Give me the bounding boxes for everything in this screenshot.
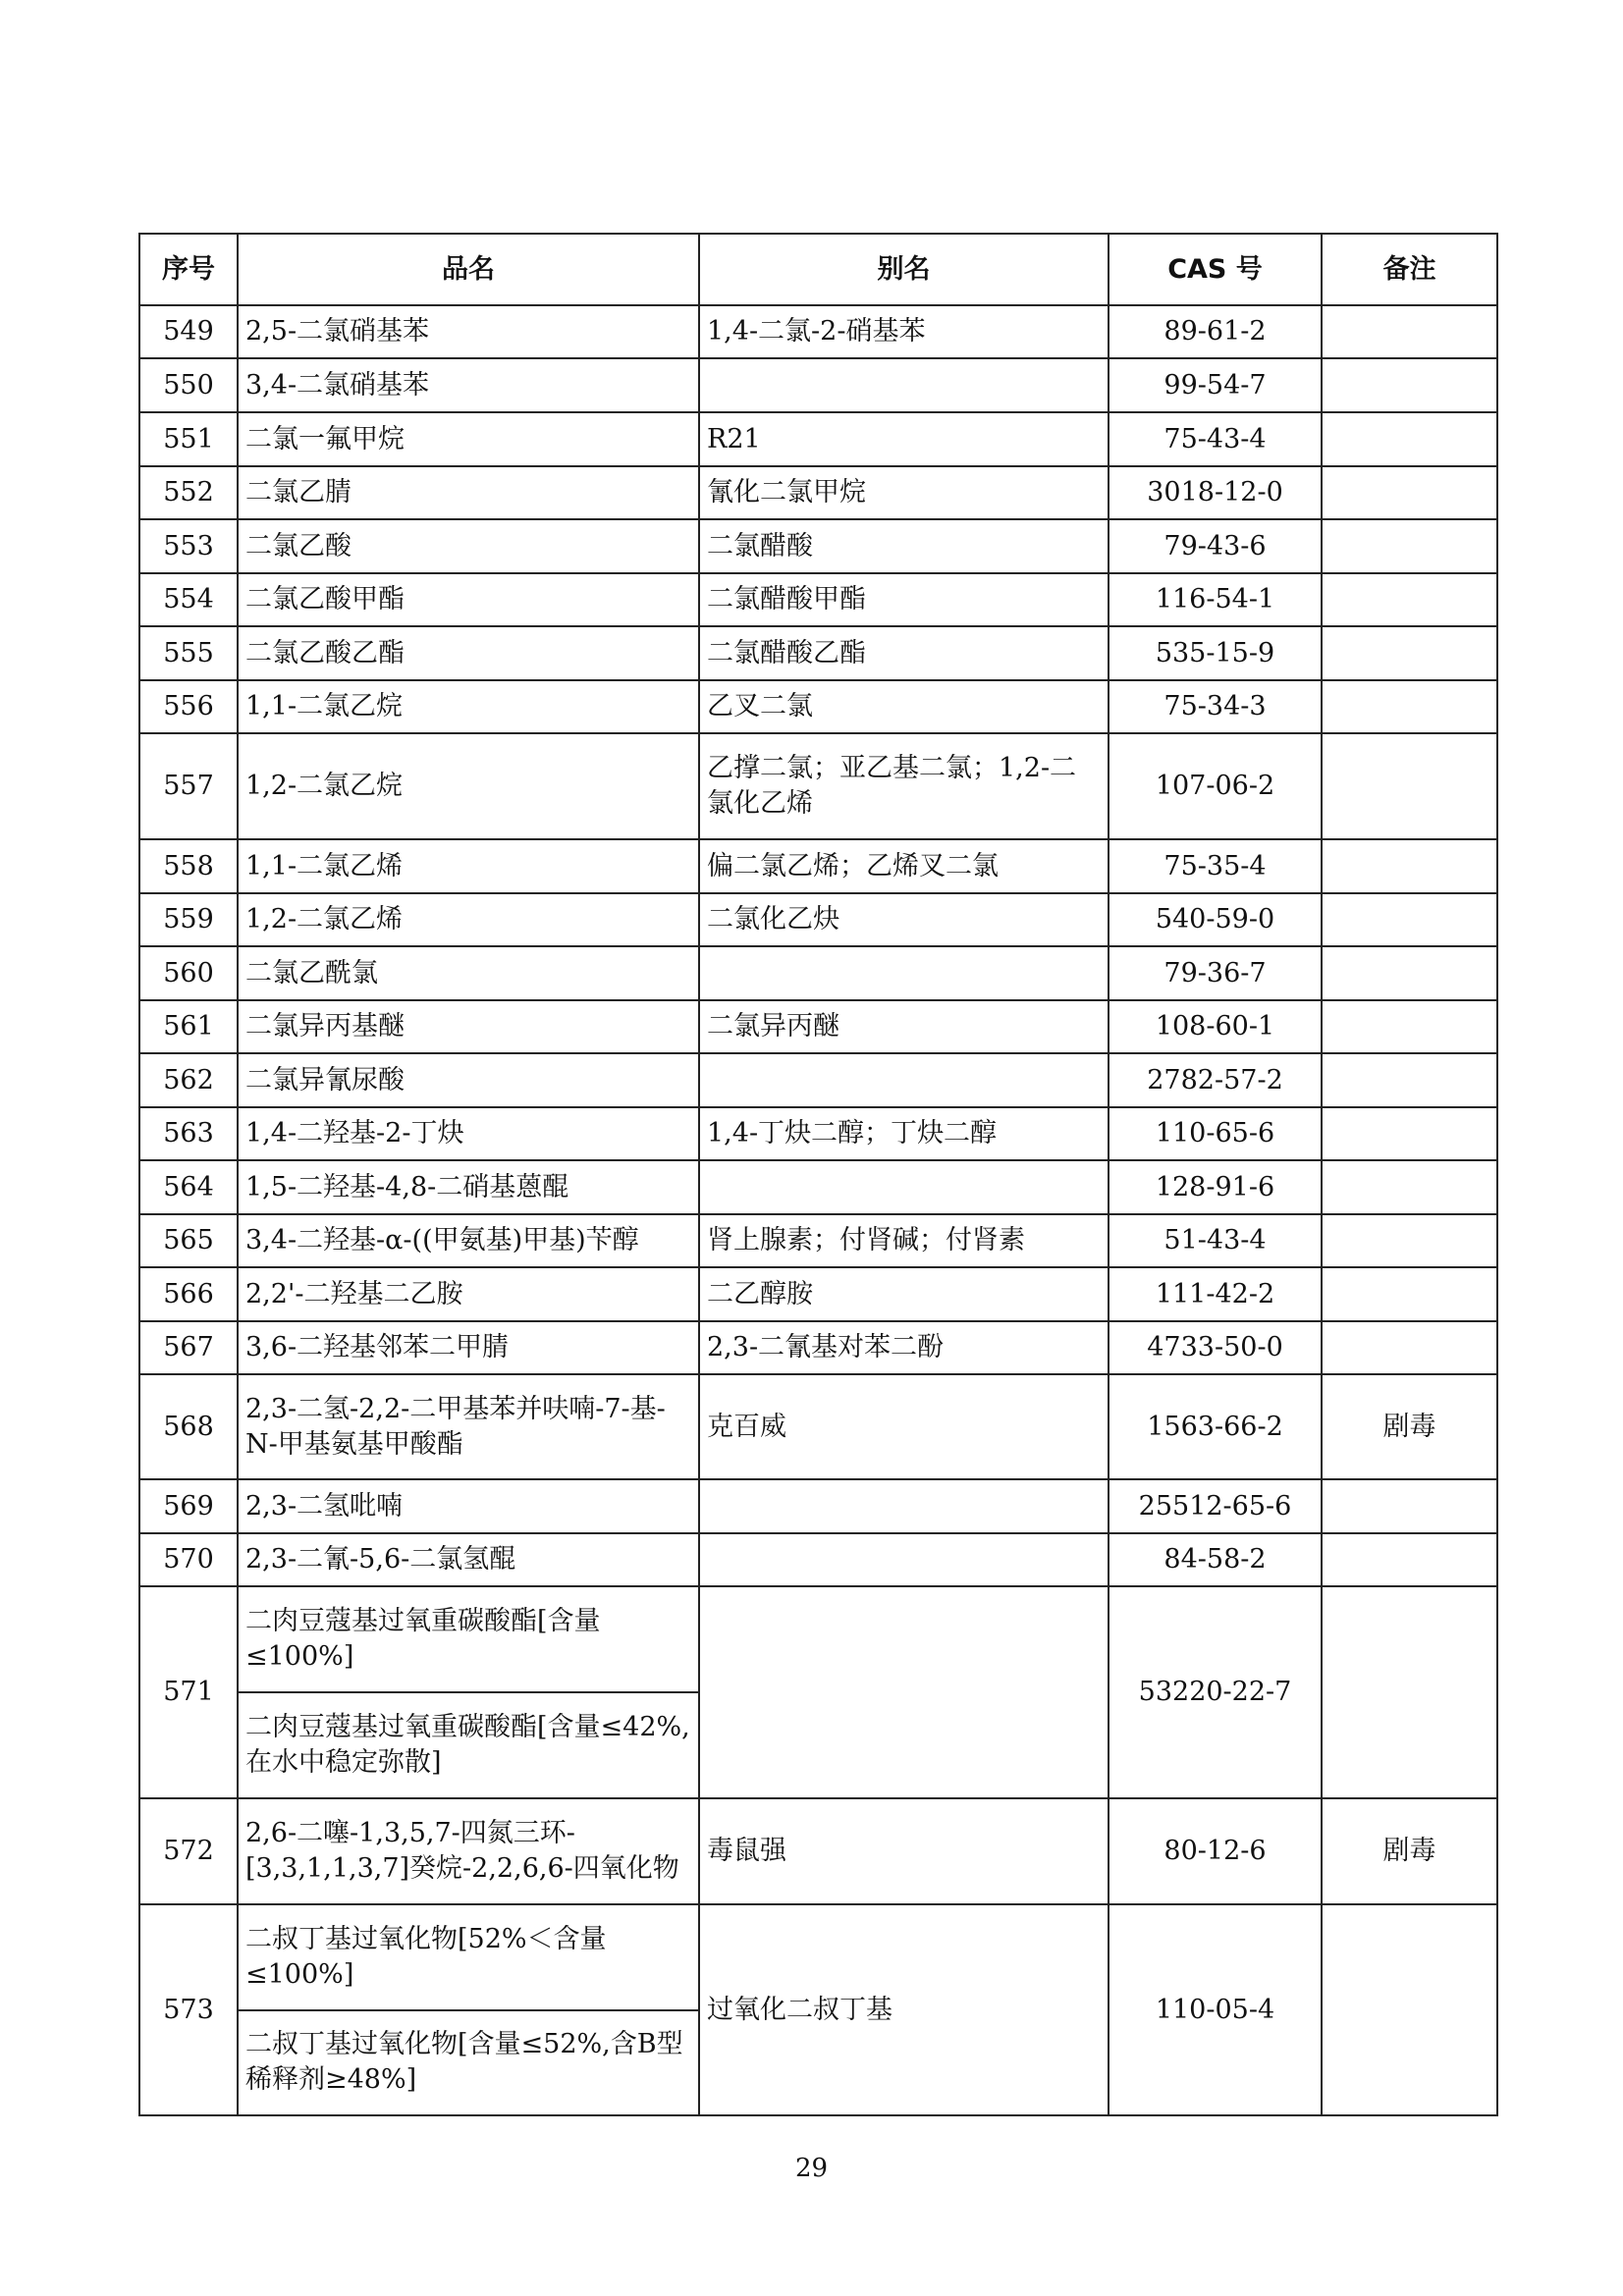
table-row: [139, 839, 1497, 893]
note: [1322, 1267, 1497, 1321]
cas-number: 108-60-1: [1109, 1000, 1322, 1053]
note: [1322, 412, 1497, 466]
note: [1322, 519, 1497, 573]
cas-number: 3018-12-0: [1109, 466, 1322, 519]
note: [1322, 1160, 1497, 1214]
row-number: 556: [139, 680, 238, 733]
alias: 二氯醋酸: [699, 519, 1109, 573]
cas-number: 89-61-2: [1109, 305, 1322, 358]
alias: 克百威: [699, 1374, 1109, 1479]
product-name: 2,5-二氯硝基苯: [238, 305, 699, 358]
note: [1322, 626, 1497, 680]
note: [1322, 1904, 1497, 2115]
table-row: [139, 358, 1497, 412]
note: [1322, 1479, 1497, 1533]
alias: 偏二氯乙烯；乙烯叉二氯: [699, 839, 1109, 893]
note: [1322, 1053, 1497, 1107]
row-number: 557: [139, 733, 238, 839]
alias: 乙叉二氯: [699, 680, 1109, 733]
note: [1322, 680, 1497, 733]
row-number: 568: [139, 1374, 238, 1479]
cas-number: 540-59-0: [1109, 893, 1322, 946]
row-number: 554: [139, 573, 238, 626]
table-row: [139, 573, 1497, 626]
product-name: 1,2-二氯乙烷: [238, 733, 699, 839]
row-number: 551: [139, 412, 238, 466]
table-row: [139, 1586, 1497, 1692]
product-name: 二氯异氰尿酸: [238, 1053, 699, 1107]
header-cas: CAS 号: [1109, 234, 1322, 305]
row-number: 572: [139, 1798, 238, 1904]
note: [1322, 358, 1497, 412]
cas-number: 75-34-3: [1109, 680, 1322, 733]
product-name: 二氯乙腈: [238, 466, 699, 519]
note: [1322, 893, 1497, 946]
product-name: 1,1-二氯乙烯: [238, 839, 699, 893]
row-number: 565: [139, 1214, 238, 1267]
cas-number: 79-43-6: [1109, 519, 1322, 573]
row-number: 562: [139, 1053, 238, 1107]
table-row: [139, 1321, 1497, 1374]
cas-number: 99-54-7: [1109, 358, 1322, 412]
product-name: 2,3-二氢-2,2-二甲基苯并呋喃-7-基-N-甲基氨基甲酸酯: [238, 1374, 699, 1479]
product-name: 二叔丁基过氧化物[含量≤52%,含B型稀释剂≥48%]: [238, 2010, 699, 2116]
cas-number: 79-36-7: [1109, 946, 1322, 1000]
alias: 2,3-二氰基对苯二酚: [699, 1321, 1109, 1374]
cas-number: 535-15-9: [1109, 626, 1322, 680]
row-number: 564: [139, 1160, 238, 1214]
table-header-row: [139, 234, 1497, 305]
header-no: 序号: [139, 234, 238, 305]
note: [1322, 733, 1497, 839]
row-number: 571: [139, 1586, 238, 1798]
table-row: [139, 680, 1497, 733]
alias: [699, 1533, 1109, 1586]
cas-number: 1563-66-2: [1109, 1374, 1322, 1479]
row-number: 561: [139, 1000, 238, 1053]
row-number: 550: [139, 358, 238, 412]
alias: [699, 1053, 1109, 1107]
cas-number: 84-58-2: [1109, 1533, 1322, 1586]
table-row: [139, 1904, 1497, 2010]
cas-number: 116-54-1: [1109, 573, 1322, 626]
note: [1322, 1586, 1497, 1798]
note: [1322, 839, 1497, 893]
table-row: [139, 1267, 1497, 1321]
cas-number: 53220-22-7: [1109, 1586, 1322, 1798]
product-name: 二氯乙酰氯: [238, 946, 699, 1000]
alias: R21: [699, 412, 1109, 466]
row-number: 553: [139, 519, 238, 573]
alias: [699, 358, 1109, 412]
note: [1322, 1107, 1497, 1160]
cas-number: 2782-57-2: [1109, 1053, 1322, 1107]
row-number: 558: [139, 839, 238, 893]
note: [1322, 466, 1497, 519]
product-name: 2,6-二噻-1,3,5,7-四氮三环-[3,3,1,1,3,7]癸烷-2,2,6,6-四氧化物: [238, 1798, 699, 1904]
table-row: [139, 519, 1497, 573]
product-name: 2,3-二氰-5,6-二氯氢醌: [238, 1533, 699, 1586]
header-name: 品名: [238, 234, 699, 305]
cas-number: 25512-65-6: [1109, 1479, 1322, 1533]
chemical-table: [138, 233, 1498, 2116]
product-name: 3,4-二羟基-α-((甲氨基)甲基)苄醇: [238, 1214, 699, 1267]
product-name: 二氯乙酸甲酯: [238, 573, 699, 626]
product-name: 二氯异丙基醚: [238, 1000, 699, 1053]
row-number: 559: [139, 893, 238, 946]
row-number: 567: [139, 1321, 238, 1374]
alias: 乙撑二氯；亚乙基二氯；1,2-二氯化乙烯: [699, 733, 1109, 839]
table-row: [139, 733, 1497, 839]
row-number: 563: [139, 1107, 238, 1160]
alias: 二乙醇胺: [699, 1267, 1109, 1321]
alias: 二氯异丙醚: [699, 1000, 1109, 1053]
row-number: 549: [139, 305, 238, 358]
product-name: 二肉豆蔻基过氧重碳酸酯[含量≤42%,在水中稳定弥散]: [238, 1692, 699, 1798]
table-row: [139, 1160, 1497, 1214]
product-name: 3,4-二氯硝基苯: [238, 358, 699, 412]
table-body: [139, 305, 1497, 2115]
product-name: 二叔丁基过氧化物[52%＜含量≤100%]: [238, 1904, 699, 2010]
alias: [699, 1586, 1109, 1798]
alias: 毒鼠强: [699, 1798, 1109, 1904]
row-number: 552: [139, 466, 238, 519]
table-row: [139, 305, 1497, 358]
page-number: 29: [794, 2154, 829, 2183]
table-row: [139, 1798, 1497, 1904]
alias: 二氯醋酸乙酯: [699, 626, 1109, 680]
header-alias: 别名: [699, 234, 1109, 305]
product-name: 1,1-二氯乙烷: [238, 680, 699, 733]
product-name: 二氯一氟甲烷: [238, 412, 699, 466]
alias: 二氯醋酸甲酯: [699, 573, 1109, 626]
alias: 过氧化二叔丁基: [699, 1904, 1109, 2115]
cas-number: 4733-50-0: [1109, 1321, 1322, 1374]
alias: 氰化二氯甲烷: [699, 466, 1109, 519]
alias: [699, 946, 1109, 1000]
table-row: [139, 412, 1497, 466]
product-name: 3,6-二羟基邻苯二甲腈: [238, 1321, 699, 1374]
note: [1322, 573, 1497, 626]
note: [1322, 305, 1497, 358]
product-name: 二肉豆蔻基过氧重碳酸酯[含量≤100%]: [238, 1586, 699, 1692]
note: 剧毒: [1322, 1374, 1497, 1479]
table-row: [139, 1374, 1497, 1479]
product-name: 1,4-二羟基-2-丁炔: [238, 1107, 699, 1160]
cas-number: 75-35-4: [1109, 839, 1322, 893]
alias: 二氯化乙炔: [699, 893, 1109, 946]
alias: [699, 1160, 1109, 1214]
product-name: 1,2-二氯乙烯: [238, 893, 699, 946]
cas-number: 111-42-2: [1109, 1267, 1322, 1321]
row-number: 569: [139, 1479, 238, 1533]
table-row: [139, 893, 1497, 946]
row-number: 560: [139, 946, 238, 1000]
note: [1322, 1214, 1497, 1267]
table-row: [139, 1107, 1497, 1160]
table-row: [139, 1533, 1497, 1586]
product-name: 2,3-二氢吡喃: [238, 1479, 699, 1533]
header-note: 备注: [1322, 234, 1497, 305]
alias: [699, 1479, 1109, 1533]
note: 剧毒: [1322, 1798, 1497, 1904]
row-number: 566: [139, 1267, 238, 1321]
note: [1322, 1533, 1497, 1586]
alias: 1,4-丁炔二醇；丁炔二醇: [699, 1107, 1109, 1160]
alias: 肾上腺素；付肾碱；付肾素: [699, 1214, 1109, 1267]
cas-number: 110-65-6: [1109, 1107, 1322, 1160]
row-number: 570: [139, 1533, 238, 1586]
row-number: 573: [139, 1904, 238, 2115]
cas-number: 110-05-4: [1109, 1904, 1322, 2115]
cas-number: 128-91-6: [1109, 1160, 1322, 1214]
table-row: [139, 1053, 1497, 1107]
note: [1322, 1000, 1497, 1053]
alias: 1,4-二氯-2-硝基苯: [699, 305, 1109, 358]
table-row: [139, 946, 1497, 1000]
cas-number: 75-43-4: [1109, 412, 1322, 466]
table-row: [139, 1479, 1497, 1533]
row-number: 555: [139, 626, 238, 680]
cas-number: 107-06-2: [1109, 733, 1322, 839]
product-name: 二氯乙酸乙酯: [238, 626, 699, 680]
note: [1322, 1321, 1497, 1374]
product-name: 二氯乙酸: [238, 519, 699, 573]
note: [1322, 946, 1497, 1000]
product-name: 1,5-二羟基-4,8-二硝基蒽醌: [238, 1160, 699, 1214]
cas-number: 80-12-6: [1109, 1798, 1322, 1904]
table-row: [139, 466, 1497, 519]
cas-number: 51-43-4: [1109, 1214, 1322, 1267]
table-row: [139, 1000, 1497, 1053]
table-row: [139, 1214, 1497, 1267]
product-name: 2,2'-二羟基二乙胺: [238, 1267, 699, 1321]
table-row: [139, 626, 1497, 680]
